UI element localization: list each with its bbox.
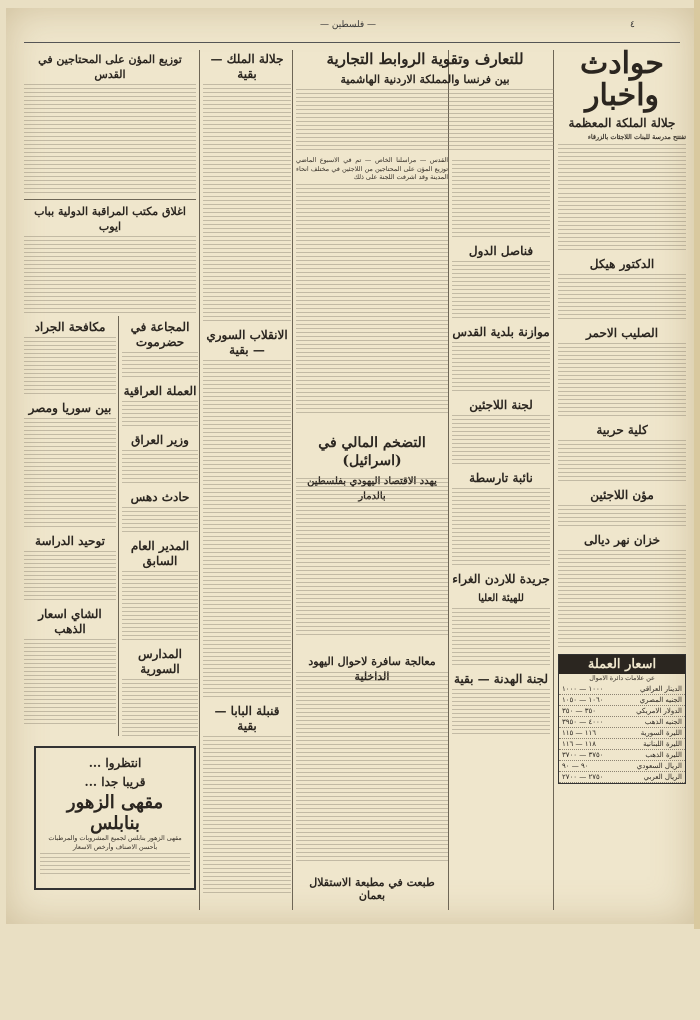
headline: كلية حربية xyxy=(596,422,648,437)
column-jerusalem xyxy=(24,48,196,318)
headline: مؤن اللاجئين xyxy=(590,487,654,502)
text-block xyxy=(24,236,196,316)
text-block xyxy=(203,736,291,896)
subheadline: يهدد الاقتصاد اليهودي بفلسطين بالدمار xyxy=(307,476,437,502)
imprint: طبعت في مطبعة الاستقلال بعمان xyxy=(309,876,435,902)
headline: موازنة بلدية القدس xyxy=(452,325,550,339)
currency-row: الليرة اللبنانية ١١٨ — ١١٦ xyxy=(559,739,685,750)
headline: المدارس السورية xyxy=(137,647,182,676)
currency-box xyxy=(558,654,686,785)
currency-intro: عن علامات دائرة الاموال xyxy=(589,673,655,682)
text-block xyxy=(122,401,198,429)
column-divider xyxy=(199,50,200,910)
text-block xyxy=(558,274,686,322)
text-block xyxy=(203,84,291,324)
subheadline: بين فرنسا والمملكة الاردنية الهاشمية xyxy=(340,73,510,86)
article-israel-body xyxy=(296,478,448,642)
currency-title: اسعار العملة xyxy=(559,655,685,674)
column-divider xyxy=(553,50,554,910)
column-divider xyxy=(292,50,293,910)
headline: الشاي اسعار الذهب xyxy=(38,607,102,636)
ad-teaser-2: قريبا جدا ... xyxy=(84,775,146,789)
column-continuations xyxy=(203,48,291,908)
headline: بين سوريا ومصر xyxy=(28,401,112,415)
page-edge xyxy=(694,0,700,929)
text-block xyxy=(452,261,550,321)
text-block xyxy=(558,193,686,253)
headline: معالجة سافرة لاحوال اليهود الداخلية xyxy=(308,655,436,683)
headline: حادث دهس xyxy=(130,490,190,504)
headline: الانقلاب السوري — بقية xyxy=(206,328,288,357)
text-block xyxy=(24,418,116,530)
headline: قنبلة البابا — بقية xyxy=(214,704,280,733)
headline: جلالة الملك — بقية xyxy=(210,52,284,81)
headline: مكافحة الجراد xyxy=(34,320,106,334)
text-block xyxy=(452,488,550,568)
headline: الصليب الاحمر xyxy=(585,325,659,340)
text-block xyxy=(24,84,196,196)
ad-box xyxy=(34,746,196,890)
currency-row: الدينار العراقي ١٠٠٠ — ١٠٠٠ xyxy=(559,684,685,695)
text-block xyxy=(452,160,550,240)
currency-row: الدولار الامريكي ٣٥٠ — ٣٥٠ xyxy=(559,706,685,717)
headline: المجاعة في حضرموت xyxy=(130,320,190,349)
headline: جلالة الملكة المعظمة xyxy=(568,116,676,130)
headline: اغلاق مكتب المراقبة الدولية بباب ايوب xyxy=(34,205,186,233)
masthead: حوادث واخبار xyxy=(580,48,664,113)
header-rule xyxy=(24,42,680,43)
column-left-right xyxy=(122,316,198,736)
newspaper-name: — فلسطين — xyxy=(320,20,377,30)
column-divider xyxy=(448,50,449,910)
column-brief-news xyxy=(452,160,550,1020)
article-france-jordan xyxy=(296,48,554,156)
headline: لجنة الهدنة — بقية xyxy=(453,672,549,686)
text-block xyxy=(24,551,116,603)
column-divider xyxy=(118,316,119,736)
intro-text: تفتتح مدرسة للبنات اللاجئات بالزرقاء xyxy=(587,133,686,141)
column-news-events xyxy=(558,48,686,908)
text-block xyxy=(40,853,190,877)
headline: للتعارف وتقوية الروابط التجارية xyxy=(326,50,524,68)
column-left-left xyxy=(24,316,116,736)
text-block xyxy=(24,337,116,397)
text-block xyxy=(296,478,448,638)
headline: الدكتور هيكل xyxy=(589,256,655,271)
text-block xyxy=(122,507,198,535)
headline: جريدة للاردن الغراء xyxy=(452,572,550,586)
text-block xyxy=(122,679,198,736)
text-block xyxy=(122,352,198,380)
text-block xyxy=(203,360,291,700)
ad-text: مقهى الزهور بنابلس لجميع المشروبات والمرطبات بأحسن الاصناف وأرخص الاسعار xyxy=(48,834,182,851)
headline: توزيع المؤن على المحتاجين في القدس xyxy=(38,53,182,81)
article-text: القدس — مراسلنا الخاص — تم في الاسبوع الماضي توزيع المؤن على المحتاجين من اللاجئين في مختلف انحاء المدينة وقد اشرفت اللجنة على ذلك xyxy=(296,156,448,182)
currency-row: الريال العربي ٢٧٥٠ — ٢٧٠٠ xyxy=(559,772,685,783)
headline: فناصل الدول xyxy=(468,244,534,258)
text-block xyxy=(24,639,116,727)
text-block xyxy=(558,505,686,529)
text-block xyxy=(558,440,686,484)
currency-row: الليرة السورية ١١٦ — ١١٥ xyxy=(559,728,685,739)
text-block xyxy=(296,672,448,862)
text-block xyxy=(452,342,550,394)
headline: للهيئة العليا xyxy=(478,593,524,604)
text-block xyxy=(122,450,198,486)
article-france-jordan-body xyxy=(296,156,448,426)
text-block xyxy=(558,343,686,419)
ad-teaser: انتظروا ... xyxy=(88,756,142,770)
currency-row: الريال السعودي ٩٠ — ٩٠ xyxy=(559,761,685,772)
currency-row: الجنيه المصري ١٠٦٠ — ١٠٥٠ xyxy=(559,695,685,706)
headline: توحيد الدراسة xyxy=(35,534,105,548)
text-block xyxy=(558,550,686,650)
article-jewish-body xyxy=(296,672,448,868)
text-block xyxy=(122,571,198,643)
headline: وزير العراق xyxy=(131,433,189,447)
text-block xyxy=(296,184,448,414)
text-block xyxy=(296,89,554,153)
headline: المدير العام السابق xyxy=(130,539,190,568)
ad-title: مقهى الزهور بنابلس xyxy=(66,792,164,834)
currency-row: الجنيه الذهب ٤٠٠٠ — ٣٩٥٠ xyxy=(559,717,685,728)
headline: خزان نهر ديالى xyxy=(583,532,661,547)
text-block xyxy=(452,689,550,737)
page-number: ٤ xyxy=(630,20,635,30)
headline: نائبة تارسطة xyxy=(469,471,533,485)
text-block xyxy=(452,608,550,668)
ad-cafe xyxy=(34,740,196,890)
headline: العملة العراقية xyxy=(123,384,197,398)
headline: لجنة اللاجئين xyxy=(469,398,533,412)
text-block xyxy=(558,144,686,192)
headline: التضخم المالي في (اسرائيل) xyxy=(318,435,426,469)
currency-row: الليرة الذهب ٣٧٥٠ — ٣٧٠٠ xyxy=(559,750,685,761)
text-block xyxy=(452,415,550,467)
divider xyxy=(24,199,196,200)
